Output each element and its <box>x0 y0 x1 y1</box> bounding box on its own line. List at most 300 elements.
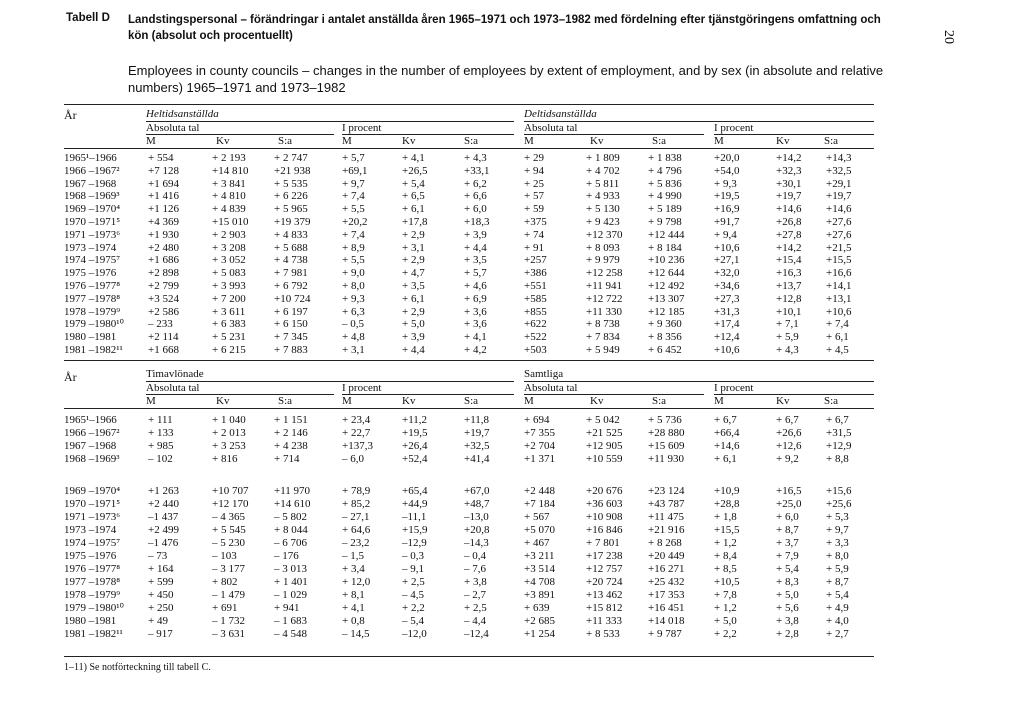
col-m-7: M <box>524 395 534 407</box>
cell-year: 1966 –1967² <box>64 427 120 439</box>
cell-kv-abs-1: + 2 013 <box>212 427 246 439</box>
cell-kv-pct-1: –11,1 <box>402 511 427 523</box>
cell-m-pct-1: + 78,9 <box>342 485 371 497</box>
table-label: Tabell D <box>66 12 110 24</box>
cell-kv-abs-1: + 3 208 <box>212 241 246 254</box>
cell-kv-pct-2: + 9,2 <box>776 453 799 465</box>
cell-kv-pct-2: + 4,3 <box>776 344 799 356</box>
cell-year: 1973 –1974 <box>64 524 117 536</box>
cell-sa-pct-1: + 5,7 <box>464 267 487 280</box>
cell-kv-abs-2: +12 370 <box>586 228 623 241</box>
cell-sa-abs-1: – 6 706 <box>274 537 307 549</box>
cell-sa-abs-1: + 2 146 <box>274 427 308 439</box>
table-row <box>64 267 874 279</box>
cell-sa-abs-2: +25 432 <box>648 576 685 588</box>
cell-m-abs-2: +855 <box>524 305 547 318</box>
cell-sa-abs-2: + 4 796 <box>648 164 682 177</box>
cell-kv-abs-1: + 4 839 <box>212 203 246 216</box>
sub-label-percent-1: I procent <box>342 122 382 134</box>
cell-m-pct-2: +10,6 <box>714 241 740 254</box>
rule-header-bottom-2 <box>64 408 874 409</box>
cell-sa-abs-1: + 714 <box>274 453 300 465</box>
rule-sub-6 <box>342 394 514 395</box>
cell-m-abs-1: +7 128 <box>148 164 179 177</box>
cell-sa-pct-2: + 8,0 <box>826 550 849 562</box>
table-row <box>64 242 874 254</box>
cell-kv-pct-1: +19,5 <box>402 427 428 439</box>
cell-sa-abs-1: – 176 <box>274 550 299 562</box>
cell-sa-abs-2: +28 880 <box>648 427 685 439</box>
cell-sa-abs-1: + 7 345 <box>274 331 308 344</box>
cell-kv-abs-2: + 4 702 <box>586 164 620 177</box>
rule-group-left <box>146 121 514 122</box>
cell-sa-abs-2: + 5 836 <box>648 177 682 190</box>
cell-sa-abs-1: + 1 401 <box>274 576 308 588</box>
cell-m-pct-2: +14,6 <box>714 440 740 452</box>
cell-kv-pct-1: +65,4 <box>402 485 428 497</box>
cell-kv-pct-1: + 4,1 <box>402 152 425 164</box>
cell-m-pct-2: + 5,0 <box>714 615 737 627</box>
cell-sa-pct-1: +20,8 <box>464 524 490 536</box>
cell-sa-pct-2: + 8,7 <box>826 576 849 588</box>
table-row <box>64 524 874 536</box>
cell-kv-abs-2: +12 722 <box>586 292 623 305</box>
table-row <box>64 344 874 356</box>
table-row <box>64 576 874 588</box>
cell-m-abs-1: +1 263 <box>148 485 179 497</box>
cell-m-abs-2: + 467 <box>524 537 550 549</box>
col-kv-3: Kv <box>590 135 604 147</box>
cell-sa-abs-1: – 5 802 <box>274 511 307 523</box>
page-number: 20 <box>941 30 956 44</box>
cell-sa-pct-1: + 3,9 <box>464 228 487 241</box>
cell-sa-pct-1: + 3,6 <box>464 318 487 331</box>
cell-m-pct-2: + 9,3 <box>714 177 737 190</box>
cell-m-pct-1: +137,3 <box>342 440 373 452</box>
cell-m-abs-2: + 25 <box>524 177 544 190</box>
cell-m-pct-1: +69,1 <box>342 164 368 177</box>
cell-m-abs-1: +2 898 <box>148 267 179 280</box>
cell-kv-abs-1: – 3 631 <box>212 628 245 640</box>
cell-kv-abs-2: + 7 834 <box>586 331 620 344</box>
cell-kv-pct-1: + 2,2 <box>402 602 425 614</box>
cell-m-abs-2: + 57 <box>524 190 544 203</box>
cell-m-pct-1: – 27,1 <box>342 511 370 523</box>
cell-sa-abs-2: + 1 838 <box>648 152 682 164</box>
cell-sa-abs-1: + 4 738 <box>274 254 308 267</box>
cell-kv-abs-2: + 1 809 <box>586 152 620 164</box>
table-row <box>64 453 874 465</box>
cell-sa-abs-1: + 6 226 <box>274 190 308 203</box>
cell-sa-pct-1: +48,7 <box>464 498 490 510</box>
cell-year: 1981 –1982¹¹ <box>64 628 123 640</box>
cell-sa-pct-2: + 8,8 <box>826 453 849 465</box>
rule-group-left-2 <box>146 381 514 382</box>
cell-kv-pct-2: + 8,7 <box>776 524 799 536</box>
table-header <box>0 0 1024 100</box>
cell-sa-pct-1: + 4,3 <box>464 152 487 164</box>
sub-label-percent-2: I procent <box>714 122 754 134</box>
cell-kv-abs-2: +15 812 <box>586 602 623 614</box>
cell-sa-abs-1: + 941 <box>274 602 300 614</box>
cell-m-pct-1: + 23,4 <box>342 414 371 426</box>
cell-sa-pct-1: + 6,0 <box>464 203 487 216</box>
cell-m-pct-1: + 64,6 <box>342 524 371 536</box>
cell-m-pct-2: +27,3 <box>714 292 740 305</box>
cell-sa-abs-2: +16 451 <box>648 602 685 614</box>
cell-kv-abs-2: + 8 738 <box>586 318 620 331</box>
cell-sa-abs-2: + 9 787 <box>648 628 682 640</box>
cell-m-pct-1: +20,2 <box>342 216 368 228</box>
cell-sa-abs-1: + 1 151 <box>274 414 308 426</box>
cell-sa-pct-1: +33,1 <box>464 164 490 177</box>
cell-sa-pct-1: +19,7 <box>464 427 490 439</box>
cell-m-pct-1: + 85,2 <box>342 498 371 510</box>
cell-year: 1978 –1979⁹ <box>64 305 121 318</box>
cell-kv-abs-1: + 3 611 <box>212 305 246 318</box>
sub-label-percent-4: I procent <box>714 382 754 394</box>
cell-kv-pct-1: +15,9 <box>402 524 428 536</box>
cell-kv-pct-2: +30,1 <box>776 177 802 190</box>
cell-kv-abs-2: +17 238 <box>586 550 623 562</box>
cell-kv-pct-2: + 6,0 <box>776 511 799 523</box>
cell-year: 1976 –1977⁸ <box>64 563 121 575</box>
cell-kv-pct-2: +14,2 <box>776 241 802 254</box>
cell-m-abs-2: +4 708 <box>524 576 555 588</box>
cell-sa-abs-1: + 6 150 <box>274 318 308 331</box>
cell-sa-abs-2: + 8 184 <box>648 241 682 254</box>
cell-sa-abs-1: + 7 981 <box>274 267 308 280</box>
cell-kv-abs-2: + 5 130 <box>586 203 620 216</box>
cell-m-pct-2: +27,1 <box>714 254 740 267</box>
cell-m-pct-2: + 6,7 <box>714 414 737 426</box>
table-row <box>64 229 874 241</box>
cell-sa-pct-1: +32,5 <box>464 440 490 452</box>
cell-sa-pct-2: + 3,3 <box>826 537 849 549</box>
cell-kv-pct-2: + 5,9 <box>776 331 799 344</box>
cell-m-abs-1: – 233 <box>148 318 173 331</box>
cell-m-pct-2: + 6,1 <box>714 453 737 465</box>
cell-m-pct-2: +54,0 <box>714 164 740 177</box>
cell-sa-abs-2: + 5 736 <box>648 414 682 426</box>
cell-kv-abs-2: +10 559 <box>586 453 623 465</box>
cell-m-pct-1: + 7,4 <box>342 190 365 203</box>
table-row <box>64 203 874 215</box>
cell-sa-pct-1: + 6,9 <box>464 292 487 305</box>
cell-sa-abs-2: + 9 360 <box>648 318 682 331</box>
cell-kv-pct-2: +15,4 <box>776 254 802 267</box>
cell-kv-pct-1: +17,8 <box>402 216 428 228</box>
cell-m-abs-1: +1 930 <box>148 228 179 241</box>
cell-m-pct-2: +20,0 <box>714 152 740 164</box>
cell-m-pct-2: +34,6 <box>714 280 740 292</box>
cell-m-abs-1: +2 586 <box>148 305 179 318</box>
cell-sa-pct-2: + 7,4 <box>826 318 849 331</box>
cell-sa-pct-2: +12,9 <box>826 440 852 452</box>
cell-kv-abs-1: + 3 993 <box>212 280 246 292</box>
cell-sa-abs-1: +11 970 <box>274 485 311 497</box>
cell-sa-pct-2: +27,6 <box>826 228 852 241</box>
table-row <box>64 216 874 228</box>
cell-m-abs-1: +1 668 <box>148 344 179 356</box>
cell-m-pct-2: +91,7 <box>714 216 740 228</box>
cell-m-abs-1: + 250 <box>148 602 174 614</box>
cell-kv-abs-2: + 8 093 <box>586 241 620 254</box>
cell-kv-abs-2: +12 757 <box>586 563 623 575</box>
cell-year: 1970 –1971⁵ <box>64 216 121 228</box>
table-row <box>64 550 874 562</box>
cell-year: 1974 –1975⁷ <box>64 537 121 549</box>
col-kv-7: Kv <box>590 395 604 407</box>
cell-sa-pct-2: +10,6 <box>826 305 852 318</box>
col-kv-2: Kv <box>402 135 416 147</box>
table-row <box>64 602 874 614</box>
table-row <box>64 414 874 426</box>
cell-sa-pct-2: +14,6 <box>826 203 852 216</box>
cell-m-pct-1: + 5,5 <box>342 254 365 267</box>
cell-sa-abs-2: +23 124 <box>648 485 685 497</box>
top-table <box>64 104 874 362</box>
cell-kv-pct-1: + 6,1 <box>402 203 425 216</box>
cell-sa-pct-1: +11,8 <box>464 414 490 426</box>
cell-m-pct-2: +16,9 <box>714 203 740 216</box>
cell-year: 1974 –1975⁷ <box>64 254 121 267</box>
cell-sa-pct-2: +21,5 <box>826 241 852 254</box>
cell-kv-pct-2: + 5,0 <box>776 589 799 601</box>
cell-kv-abs-1: + 3 052 <box>212 254 246 267</box>
cell-m-abs-2: +375 <box>524 216 547 228</box>
cell-m-abs-1: + 111 <box>148 414 173 426</box>
cell-sa-pct-2: + 4,9 <box>826 602 849 614</box>
cell-m-pct-1: + 9,3 <box>342 292 365 305</box>
cell-sa-pct-1: +67,0 <box>464 485 490 497</box>
cell-kv-abs-1: + 3 841 <box>212 177 246 190</box>
cell-sa-abs-1: +19 379 <box>274 216 311 228</box>
cell-year: 1966 –1967² <box>64 164 120 177</box>
cell-m-abs-2: +7 184 <box>524 498 555 510</box>
table-row <box>64 440 874 452</box>
cell-m-pct-1: + 3,4 <box>342 563 365 575</box>
cell-sa-pct-1: – 4,4 <box>464 615 486 627</box>
col-sa-3: S:a <box>652 135 667 147</box>
cell-sa-pct-1: + 3,5 <box>464 254 487 267</box>
cell-m-abs-2: + 29 <box>524 152 544 164</box>
cell-m-pct-1: – 23,2 <box>342 537 370 549</box>
col-kv-8: Kv <box>776 395 790 407</box>
table-row <box>64 427 874 439</box>
cell-sa-abs-2: + 6 452 <box>648 344 682 356</box>
cell-kv-abs-1: +15 010 <box>212 216 249 228</box>
cell-m-pct-1: + 5,5 <box>342 203 365 216</box>
cell-kv-abs-1: +12 170 <box>212 498 249 510</box>
cell-m-pct-2: + 9,4 <box>714 228 737 241</box>
cell-sa-abs-1: + 8 044 <box>274 524 308 536</box>
cell-kv-pct-1: –12,0 <box>402 628 427 640</box>
cell-m-pct-1: – 6,0 <box>342 453 364 465</box>
cell-kv-pct-1: + 6,5 <box>402 190 425 203</box>
cell-kv-abs-1: + 816 <box>212 453 238 465</box>
cell-sa-pct-2: +14,1 <box>826 280 852 292</box>
cell-kv-abs-2: +11 330 <box>586 305 623 318</box>
cell-kv-abs-1: +14 810 <box>212 164 249 177</box>
cell-kv-pct-2: +16,3 <box>776 267 802 280</box>
cell-year: 1967 –1968 <box>64 177 117 190</box>
cell-m-abs-1: +2 799 <box>148 280 179 292</box>
sub-label-absolute-3: Absoluta tal <box>146 382 200 394</box>
cell-m-pct-2: + 2,2 <box>714 628 737 640</box>
cell-kv-pct-1: + 5,4 <box>402 177 425 190</box>
rule-sub-1 <box>146 134 334 135</box>
cell-kv-pct-2: +12,8 <box>776 292 802 305</box>
cell-m-abs-1: +2 440 <box>148 498 179 510</box>
table-row <box>64 254 874 266</box>
cell-m-abs-2: + 74 <box>524 228 544 241</box>
cell-year: 1965¹–1966 <box>64 152 117 164</box>
cell-kv-abs-1: + 3 253 <box>212 440 246 452</box>
cell-sa-abs-1: +14 610 <box>274 498 311 510</box>
cell-sa-pct-1: +18,3 <box>464 216 490 228</box>
cell-year: 1971 –1973⁶ <box>64 511 121 523</box>
cell-sa-pct-1: + 4,1 <box>464 331 487 344</box>
cell-m-pct-2: +19,5 <box>714 190 740 203</box>
cell-m-pct-1: + 9,0 <box>342 267 365 280</box>
cell-kv-pct-1: + 5,0 <box>402 318 425 331</box>
cell-m-pct-2: +32,0 <box>714 267 740 280</box>
cell-kv-abs-1: + 6 383 <box>212 318 246 331</box>
cell-m-abs-1: – 73 <box>148 550 168 562</box>
cell-m-abs-2: +257 <box>524 254 547 267</box>
cell-m-pct-2: + 8,4 <box>714 550 737 562</box>
table-row <box>64 511 874 523</box>
rule-top <box>64 104 874 105</box>
cell-kv-pct-2: + 5,6 <box>776 602 799 614</box>
table-row <box>64 280 874 292</box>
footnote: 1–11) Se notförteckning till tabell C. <box>64 662 211 673</box>
cell-m-pct-1: + 12,0 <box>342 576 371 588</box>
cell-m-pct-2: + 1,8 <box>714 511 737 523</box>
col-m-5: M <box>146 395 156 407</box>
cell-year: 1970 –1971⁵ <box>64 498 121 510</box>
cell-m-pct-2: +31,3 <box>714 305 740 318</box>
cell-m-abs-2: +5 070 <box>524 524 555 536</box>
col-m-4: M <box>714 135 724 147</box>
cell-sa-pct-2: +32,5 <box>826 164 852 177</box>
col-m-6: M <box>342 395 352 407</box>
cell-sa-pct-1: + 6,2 <box>464 177 487 190</box>
cell-sa-pct-2: +13,1 <box>826 292 852 305</box>
cell-sa-abs-2: +21 916 <box>648 524 685 536</box>
cell-kv-abs-2: +10 908 <box>586 511 623 523</box>
cell-m-abs-1: – 917 <box>148 628 173 640</box>
cell-kv-abs-2: + 8 533 <box>586 628 620 640</box>
cell-sa-abs-1: + 5 688 <box>274 241 308 254</box>
cell-m-abs-2: +3 514 <box>524 563 555 575</box>
cell-kv-abs-1: + 5 545 <box>212 524 246 536</box>
cell-kv-abs-1: + 2 193 <box>212 152 246 164</box>
rule-sub-8 <box>714 394 874 395</box>
cell-kv-pct-2: + 3,8 <box>776 615 799 627</box>
cell-year: 1967 –1968 <box>64 440 117 452</box>
cell-m-pct-2: + 1,2 <box>714 602 737 614</box>
cell-sa-pct-2: + 4,5 <box>826 344 849 356</box>
cell-sa-abs-1: +21 938 <box>274 164 311 177</box>
cell-year: 1968 –1969³ <box>64 453 120 465</box>
sub-label-absolute-4: Absoluta tal <box>524 382 578 394</box>
cell-kv-pct-2: +12,6 <box>776 440 802 452</box>
cell-kv-pct-1: + 4,7 <box>402 267 425 280</box>
cell-sa-pct-2: + 4,0 <box>826 615 849 627</box>
col-sa-1: S:a <box>278 135 293 147</box>
table-row <box>64 589 874 601</box>
cell-kv-abs-2: + 7 801 <box>586 537 620 549</box>
cell-m-abs-2: +2 704 <box>524 440 555 452</box>
cell-m-abs-2: +522 <box>524 331 547 344</box>
cell-sa-abs-2: + 5 189 <box>648 203 682 216</box>
cell-kv-pct-2: + 3,7 <box>776 537 799 549</box>
cell-sa-pct-1: + 3,6 <box>464 305 487 318</box>
cell-m-pct-2: +12,4 <box>714 331 740 344</box>
cell-m-pct-2: +28,8 <box>714 498 740 510</box>
cell-kv-abs-1: – 1 732 <box>212 615 245 627</box>
cell-kv-pct-1: + 6,1 <box>402 292 425 305</box>
cell-kv-pct-2: +26,8 <box>776 216 802 228</box>
cell-kv-pct-1: + 3,9 <box>402 331 425 344</box>
table-row <box>64 293 874 305</box>
cell-sa-abs-1: – 1 683 <box>274 615 307 627</box>
cell-m-pct-2: +66,4 <box>714 427 740 439</box>
cell-sa-pct-1: – 7,6 <box>464 563 486 575</box>
cell-kv-pct-1: – 5,4 <box>402 615 424 627</box>
cell-sa-pct-2: +27,6 <box>826 216 852 228</box>
cell-m-pct-1: – 1,5 <box>342 550 364 562</box>
cell-m-abs-1: +3 524 <box>148 292 179 305</box>
cell-kv-pct-2: +26,6 <box>776 427 802 439</box>
cell-kv-abs-1: – 4 365 <box>212 511 245 523</box>
cell-m-abs-2: +585 <box>524 292 547 305</box>
cell-m-abs-1: +1 686 <box>148 254 179 267</box>
cell-m-abs-1: –1 476 <box>148 537 179 549</box>
cell-year: 1978 –1979⁹ <box>64 589 121 601</box>
cell-sa-pct-1: + 2,5 <box>464 602 487 614</box>
cell-sa-abs-2: +11 475 <box>648 511 685 523</box>
cell-year: 1977 –1978⁸ <box>64 576 121 588</box>
cell-m-abs-2: + 94 <box>524 164 544 177</box>
table-row <box>64 318 874 330</box>
cell-year: 1977 –1978⁸ <box>64 292 121 305</box>
col-sa-5: S:a <box>278 395 293 407</box>
cell-m-abs-2: +386 <box>524 267 547 280</box>
cell-kv-abs-2: +21 525 <box>586 427 623 439</box>
cell-sa-pct-2: + 5,4 <box>826 589 849 601</box>
cell-sa-abs-1: + 5 535 <box>274 177 308 190</box>
cell-m-abs-1: +1 694 <box>148 177 179 190</box>
table-row <box>64 498 874 510</box>
cell-kv-pct-1: + 2,9 <box>402 254 425 267</box>
cell-kv-pct-1: – 4,5 <box>402 589 424 601</box>
cell-kv-abs-2: +12 258 <box>586 267 623 280</box>
cell-sa-pct-2: +29,1 <box>826 177 852 190</box>
cell-m-abs-2: + 59 <box>524 203 544 216</box>
cell-sa-abs-1: – 3 013 <box>274 563 307 575</box>
cell-kv-abs-2: +16 846 <box>586 524 623 536</box>
cell-sa-pct-1: –14,3 <box>464 537 489 549</box>
cell-kv-pct-2: +10,1 <box>776 305 802 318</box>
cell-kv-pct-1: +11,2 <box>402 414 428 426</box>
col-sa-2: S:a <box>464 135 479 147</box>
cell-kv-abs-2: +12 905 <box>586 440 623 452</box>
cell-sa-pct-1: – 2,7 <box>464 589 486 601</box>
rule-bottom-bottom-block <box>64 656 874 657</box>
